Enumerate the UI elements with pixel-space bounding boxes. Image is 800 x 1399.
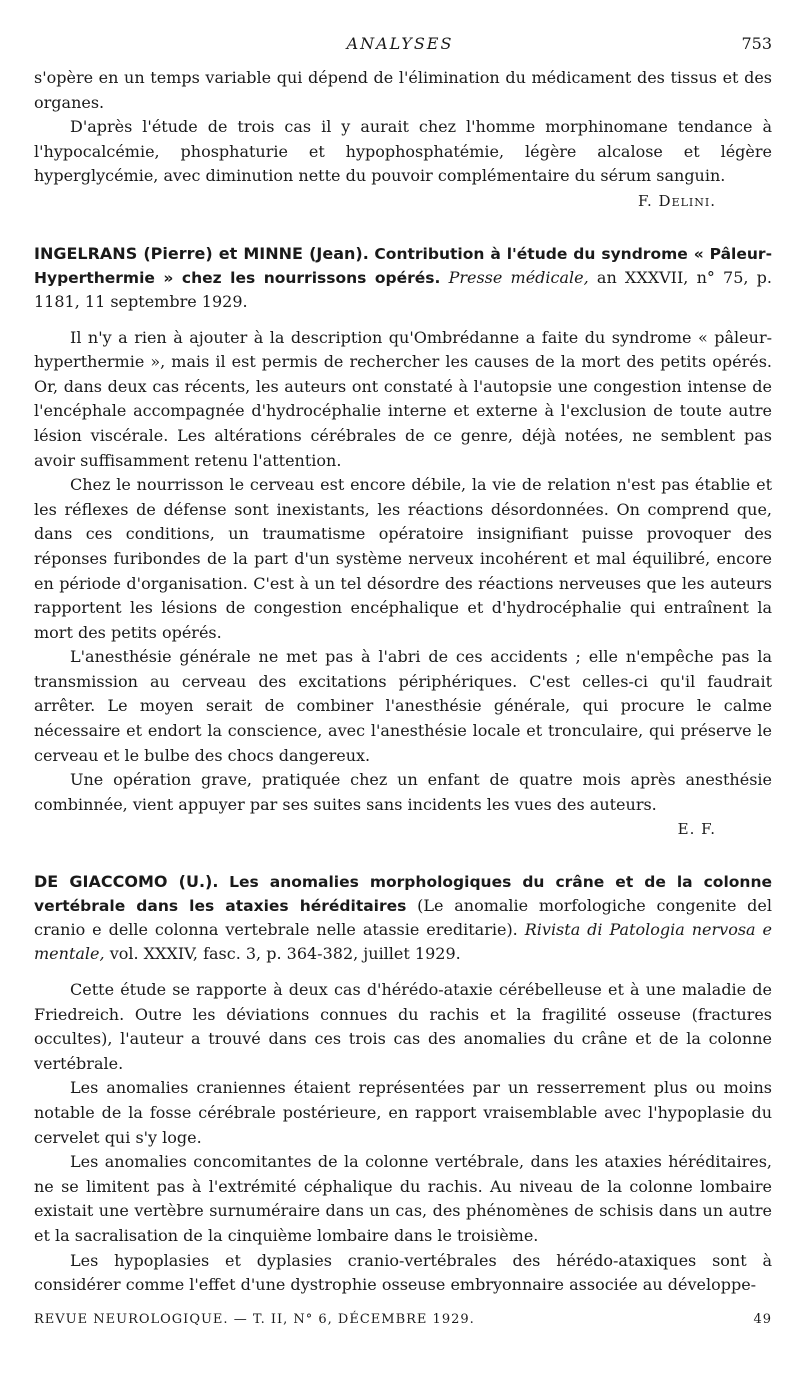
entry-journal: Presse médicale, [448, 267, 589, 287]
page-content [34, 66, 772, 1298]
paragraph: s'opère en un temps variable qui dépend de l'élimination du médicament des tissus et des organes. [34, 68, 772, 112]
entry-citation: an XXXVII, n° 75, p. 1181, 11 septembre 1929. [34, 267, 773, 311]
entry-title: Contribution à l'étude du syndrome « Pâleur-Hyperthermie » chez les nourrissons opérés. [34, 244, 772, 287]
running-head [0, 34, 800, 56]
entry-body [34, 326, 772, 842]
paragraph: Les hypoplasies et dyplasies cranio-vertébrales des hérédo-ataxiques sont à considérer comme l'effet d'une dystrophie osseuse embryonnaire associée au développe- [34, 1250, 772, 1295]
entry-title: Les anomalies morphologiques du crâne et de la colonne vertébrale dans les ataxies héréditaires [34, 873, 773, 916]
entry-body [34, 978, 772, 1298]
entry-original-title: (Le anomalie morfologiche congenite del cranio e delle colonna vertebrale nelle atassie ereditarie). [34, 896, 773, 940]
entry-authors: INGELRANS (Pierre) et MINNE (Jean). [34, 243, 369, 263]
paragraph: Une opération grave, pratiquée chez un enfant de quatre mois après anesthésie combinnée, vient appuyer par ses suites sans incidents les vues des auteurs. [34, 770, 772, 814]
analysis-entry-ingelrans [34, 242, 772, 842]
footer-journal-line: REVUE NEUROLOGIQUE. — T. II, N° 6, DÉCEMBRE 1929. [34, 1312, 475, 1327]
paragraph: L'anesthésie générale ne met pas à l'abri de ces accidents ; elle n'empêche pas la transmission au cerveau des excitations périphériques. C'est celles-ci qu'il faudrait arrêter. Le moyen serait de combiner l'anesthésie générale, qui procure le calme nécessaire et endort la conscience, avec l'anesthésie locale et tronculaire, qui préserve le cerveau et le bulbe des chocs dangereux. [34, 647, 772, 765]
signature: E. F. [677, 820, 716, 839]
page-number: 753 [741, 34, 772, 53]
running-head-title: ANALYSES [346, 34, 454, 53]
entry-citation: vol. XXXIV, fasc. 3, p. 364-382, juillet 1929. [109, 944, 461, 964]
paragraph: Les anomalies concomitantes de la colonne vertébrale, dans les ataxies héréditaires, ne se limitent pas à l'extrémité céphalique du rachis. Au niveau de la colonne lombaire existait une vertèbre surnuméraire dans un cas, des phénomènes de schisis dans un autre et la sacralisation de la cinquième lombaire dans le troisième. [34, 1152, 772, 1245]
entry-heading [34, 870, 772, 966]
paragraph: Il n'y a rien à ajouter à la description qu'Ombrédanne a faite du syndrome « pâleur-hyperthermie », mais il est permis de rechercher les causes de la mort des petits opérés. Or, dans deux cas récents, les auteurs ont constaté à l'autopsie une congestion intense de l'encéphale accompagnée d'hydrocéphalie interne et externe à l'exclusion de toute autre lésion viscérale. Les altérations cérébrales de ce genre, déjà notées, ne semblent pas avoir suffisamment retenu l'attention. [34, 327, 772, 470]
entry-heading [34, 242, 772, 314]
analysis-entry-de-giaccomo [34, 870, 772, 1298]
paragraph: Cette étude se rapporte à deux cas d'hérédo-ataxie cérébelleuse et à une maladie de Friedreich. Outre les déviations connues du rachis et la fragilité osseuse (fractures occultes), l'auteur a trouvé dans ces trois cas des anomalies du crâne et de la colonne vertébrale. [34, 980, 772, 1073]
page-footer [34, 1312, 772, 1327]
previous-analysis [34, 66, 772, 214]
signature: F. Delini. [637, 191, 716, 210]
footer-signature-mark: 49 [753, 1312, 772, 1327]
entry-authors: DE GIACCOMO (U.). [34, 872, 219, 892]
paragraph: D'après l'étude de trois cas il y aurait chez l'homme morphinomane tendance à l'hypocalcémie, phosphaturie et hypophosphatémie, légère alcalose et légère hyperglycémie, avec diminution nette du pouvoir complémentaire du sérum sanguin. [34, 117, 772, 186]
paragraph: Les anomalies craniennes étaient représentées par un resserrement plus ou moins notable de la fosse cérébrale postérieure, en rapport vraisemblable avec l'hypoplasie du cervelet qui s'y loge. [34, 1078, 772, 1147]
paragraph: Chez le nourrisson le cerveau est encore débile, la vie de relation n'est pas établie et les réflexes de défense sont inexistants, les réactions désordonnées. On comprend que, dans ces conditions, un traumatisme opératoire insignifiant puisse provoquer des réponses furibondes de la part d'un système nerveux incohérent et mal équilibré, encore en période d'organisation. C'est à un tel désordre des réactions nerveuses que les auteurs rapportent les lésions de congestion encéphalique et d'hydrocéphalie qui entraînent la mort des petits opérés. [34, 475, 772, 642]
entry-journal: Rivista di Patologia nervosa e mentale, [34, 920, 773, 964]
